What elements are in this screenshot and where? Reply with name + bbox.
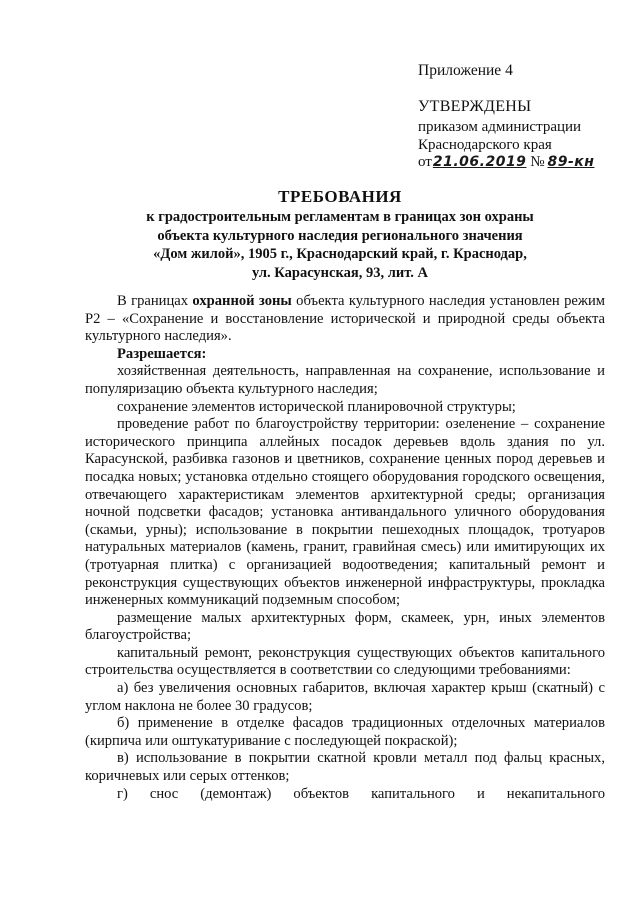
title-line-3: «Дом жилой», 1905 г., Краснодарский край, г. Краснодар, xyxy=(153,246,527,262)
order-line-1: приказом администрации xyxy=(418,119,582,135)
list-item: капитальный ремонт, реконструкция существующих объектов капитального строительства осуществляется в соответствии со следующими требованиями: xyxy=(85,644,605,679)
list-item: в) использование в покрытии скатной кровли металл под фальц красных, коричневых или серых оттенков; xyxy=(85,750,605,785)
intro-text-end: объекта культурного наследия установлен режим Р2 – «Сохранение и восстановление исторической и природной среды объекта культурного наследия». xyxy=(85,293,605,345)
order-date-number xyxy=(418,154,594,171)
list-item: сохранение элементов исторической планировочной структуры; xyxy=(117,398,516,415)
date-prefix: от xyxy=(418,154,432,170)
allowed-heading: Разрешается: xyxy=(117,345,207,362)
list-item: хозяйственная деятельность, направленная на сохранение, использование и популяризацию объекта культурного наследия; xyxy=(85,363,605,397)
handwritten-number: 89-кн xyxy=(547,154,595,170)
intro-text-start: В границах xyxy=(117,293,193,309)
title-line-2: объекта культурного наследия регионального значения xyxy=(157,227,523,244)
title-main: ТРЕБОВАНИЯ xyxy=(278,187,402,206)
intro-paragraph xyxy=(85,293,605,346)
list-item: проведение работ по благоустройству территории: озеленение – сохранение исторического принципа аллейных посадок деревьев вдоль здания по ул. Карасунской, разбивка газонов и цветников, сохранение ценных пород деревьев и посадка новых; установка отдельно стоящего оборудования городского освещения, отвечающего характеристикам элементов архитектурной среды; организация ночной подсветки фасадов; установка антивандального уличного оборудования (скамьи, урны); использование в покрытии пешеходных площадок, тротуаров натуральных материалов (камень, гранит, гравийная смесь) или имитирующих их (тротуарная плитка) с организацией водоотведения; капитальный ремонт и реконструкция существующих объектов инженерной инфраструктуры, прокладка инженерных коммуникаций подземным способом; xyxy=(85,416,605,609)
list-item: г) снос (демонтаж) объектов капитального и некапитального xyxy=(117,785,605,802)
order-line-2: Краснодарского края xyxy=(418,137,552,153)
approved-label: УТВЕРЖДЕНЫ xyxy=(418,98,532,115)
order-issuer xyxy=(418,118,581,154)
title-line-1: к градостроительным регламентам в границах зон охраны xyxy=(146,209,534,225)
title-line-4: ул. Карасунская, 93, лит. А xyxy=(252,264,428,281)
document-body xyxy=(85,293,605,803)
document-title xyxy=(120,186,560,282)
handwritten-date: 21.06.2019 xyxy=(432,154,527,170)
list-item: размещение малых архитектурных форм, скамеек, урн, иных элементов благоустройства; xyxy=(85,609,605,644)
appendix-label: Приложение 4 xyxy=(418,62,513,79)
intro-text-bold: охранной зоны xyxy=(192,293,292,309)
list-item: б) применение в отделке фасадов традиционных отделочных материалов (кирпича или оштукатуривание с последующей покраской); xyxy=(85,715,605,749)
number-prefix: № xyxy=(530,154,545,170)
list-item: а) без увеличения основных габаритов, включая характер крыш (скатный) с углом наклона не более 30 градусов; xyxy=(85,680,605,714)
